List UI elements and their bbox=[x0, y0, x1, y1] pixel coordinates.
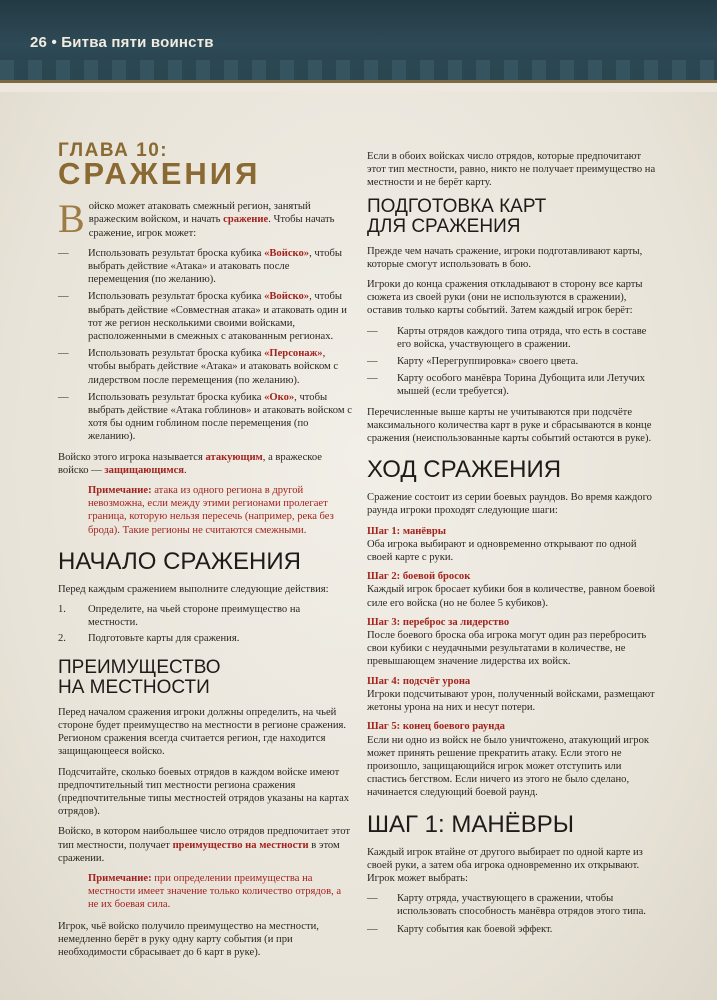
heading-step1-maneuvers: ШАГ 1: МАНЁВРЫ bbox=[367, 810, 574, 838]
heading-battle-start: НАЧАЛО СРАЖЕНИЯ bbox=[58, 547, 301, 575]
intro-paragraph: Войско может атаковать смежный регион, занятый вражеским войском, и начать сражение. Чтобы начать сражение, игрок может: bbox=[58, 196, 335, 242]
list-item: — Карту отряда, участвующего в сражении, чтобы использовать способность манёвра отрядов этого типа. bbox=[367, 892, 659, 918]
list-item: — Использовать результат броска кубика «Войско», чтобы выбрать действие «Совместная атака» и атаковать один и тот же регион несколькими своими войсками, расположенными в смежных с атакованным регионах. bbox=[58, 290, 352, 343]
term-defender: защищающимся bbox=[104, 464, 185, 476]
battle-step: Шаг 5: конец боевого раунда Если ни одно из войск не было уничтожено, атакующий игрок может принять решение прекратить атаку. Если этого не произошло, защищающийся игрок может отступить или спастись бегством. Если ничего из этого не было сделано, начинается следующий боевой раунд. bbox=[367, 721, 650, 799]
heading-terrain-advantage: ПРЕИМУЩЕСТВО НА МЕСТНОСТИ bbox=[58, 656, 221, 698]
attack-options-list bbox=[58, 247, 352, 444]
prep-paragraph-2: Игроки до конца сражения откладывают в сторону все карты сюжета из своей руки (они не используются в сражении), оставив только карты событий. Затем каждый игрок берёт: bbox=[367, 279, 643, 317]
battle-step: Шаг 2: боевой бросок Каждый игрок бросает кубики боя в количестве, равном боевой силе его войска (но не более 5 кубиков). bbox=[367, 571, 656, 609]
heading-battle-course: ХОД СРАЖЕНИЯ bbox=[367, 456, 562, 484]
roles-paragraph: Войско этого игрока называется атакующим, а вражеское войско — защищающимся. bbox=[58, 451, 323, 476]
battle-step: Шаг 4: подсчёт урона Игроки подсчитывают урон, полученный войсками, размещают жетоны урона на них и несут потери. bbox=[367, 675, 655, 714]
term-attacker: атакующим bbox=[205, 451, 263, 463]
term-battle: сражение bbox=[223, 214, 269, 226]
list-item: 1. Определите, на чьей стороне преимущество на местности. bbox=[58, 604, 301, 629]
chapter-title: СРАЖЕНИЯ bbox=[58, 156, 261, 192]
prep-cards-list bbox=[367, 325, 659, 399]
list-item: — Использовать результат броска кубика «Око», чтобы выбрать действие «Атака гоблинов» и атаковать войском с хотя бы одним гоблином после перемещения (по желанию). bbox=[58, 391, 352, 444]
heading-card-preparation: ПОДГОТОВКА КАРТ ДЛЯ СРАЖЕНИЯ bbox=[367, 195, 547, 237]
terrain-paragraph-3: Войско, в котором наибольшее число отрядов предпочитает этот тип местности, получает преимущество на местности в этом сражении. bbox=[58, 826, 351, 864]
list-item: — Карту особого манёвра Торина Дубощита или Летучих мышей (если требуется). bbox=[367, 372, 659, 398]
start-steps-list bbox=[58, 603, 352, 646]
header-ornament bbox=[0, 60, 717, 82]
prep-paragraph-1: Прежде чем начать сражение, игроки подготавливают карты, которые смогут использовать в бою. bbox=[367, 245, 643, 270]
note-terrain: Примечание: при определении преимущества на местности имеет значение только количество отрядов, а не их боевая сила. bbox=[88, 872, 342, 911]
page-header-banner bbox=[0, 0, 717, 82]
chapter-label: ГЛАВА 10: bbox=[58, 140, 169, 161]
right-column bbox=[367, 150, 659, 943]
terrain-paragraph-1: Перед началом сражения игроки должны определить, на чьей стороне будет преимущество на местности в регионе сражения. Регионом сражения всегда считается регион, где находится защищающееся войско. bbox=[58, 706, 347, 758]
terrain-paragraph-2: Подсчитайте, сколько боевых отрядов в каждом войске имеют предпочтительный тип местности региона сражения (предпочтительные типы местностей отрядов указаны на картах отрядов). bbox=[58, 766, 350, 818]
drop-cap: В bbox=[58, 196, 85, 242]
battle-step: Шаг 3: переброс за лидерство После боевого броска оба игрока могут один раз перебросить свои кубики с неудачными результатами в количестве, не превышающем значение лидерства их войск. bbox=[367, 616, 647, 668]
list-item: — Карту «Перегруппировка» своего цвета. bbox=[367, 355, 659, 368]
step1-paragraph: Каждый игрок втайне от другого выбирает по одной карте из своей руки, а затем оба игрока одновременно их открывают. Игрок может выбрать: bbox=[367, 846, 643, 884]
running-title: 26 • Битва пяти воинств bbox=[30, 34, 214, 51]
prep-paragraph-3: Перечисленные выше карты не учитываются при подсчёте максимального количества карт в руке и сбрасываются в конце сражения (неиспользованные карты событий остаются в руке). bbox=[367, 406, 652, 445]
left-column bbox=[58, 140, 352, 966]
note-adjacency: Примечание: атака из одного региона в другой невозможна, если между этими регионами пролегает граница, которую нельзя пересечь (например, река без брода). Такие регионы не считаются смежными. bbox=[88, 485, 334, 536]
header-trim bbox=[0, 80, 717, 83]
tie-paragraph: Если в обоих войсках число отрядов, которые предпочитают этот тип местности, равно, никто не получает преимущество на местности и не берёт карту. bbox=[367, 151, 656, 189]
step1-choices-list bbox=[367, 892, 659, 936]
start-intro: Перед каждым сражением выполните следующие действия: bbox=[58, 583, 329, 595]
terrain-paragraph-4: Игрок, чьё войско получило преимущество на местности, немедленно берёт в руку одну карту события (и при необходимости сбрасывает до 6 карт в руке). bbox=[58, 920, 319, 958]
list-item: 2. Подготовьте карты для сражения. bbox=[58, 633, 240, 645]
term-terrain-advantage: преимущество на местности bbox=[172, 839, 309, 851]
battle-step: Шаг 1: манёвры Оба игрока выбирают и одновременно открывают по одной своей карте с руки. bbox=[367, 525, 637, 564]
list-item: — Использовать результат броска кубика «Персонаж», чтобы выбрать действие «Атака» и атаковать войском с лидерством после перемещения (по желанию). bbox=[58, 347, 352, 387]
list-item: — Использовать результат броска кубика «Войско», чтобы выбрать действие «Атака» и атаковать после перемещения (по желанию). bbox=[58, 247, 352, 287]
list-item: — Карты отрядов каждого типа отряда, что есть в составе его войска, участвующего в сражении. bbox=[367, 325, 659, 351]
course-intro: Сражение состоит из серии боевых раундов. Во время каждого раунда игроки проходят следующие шаги: bbox=[367, 492, 652, 517]
list-item: — Карту события как боевой эффект. bbox=[367, 923, 659, 936]
